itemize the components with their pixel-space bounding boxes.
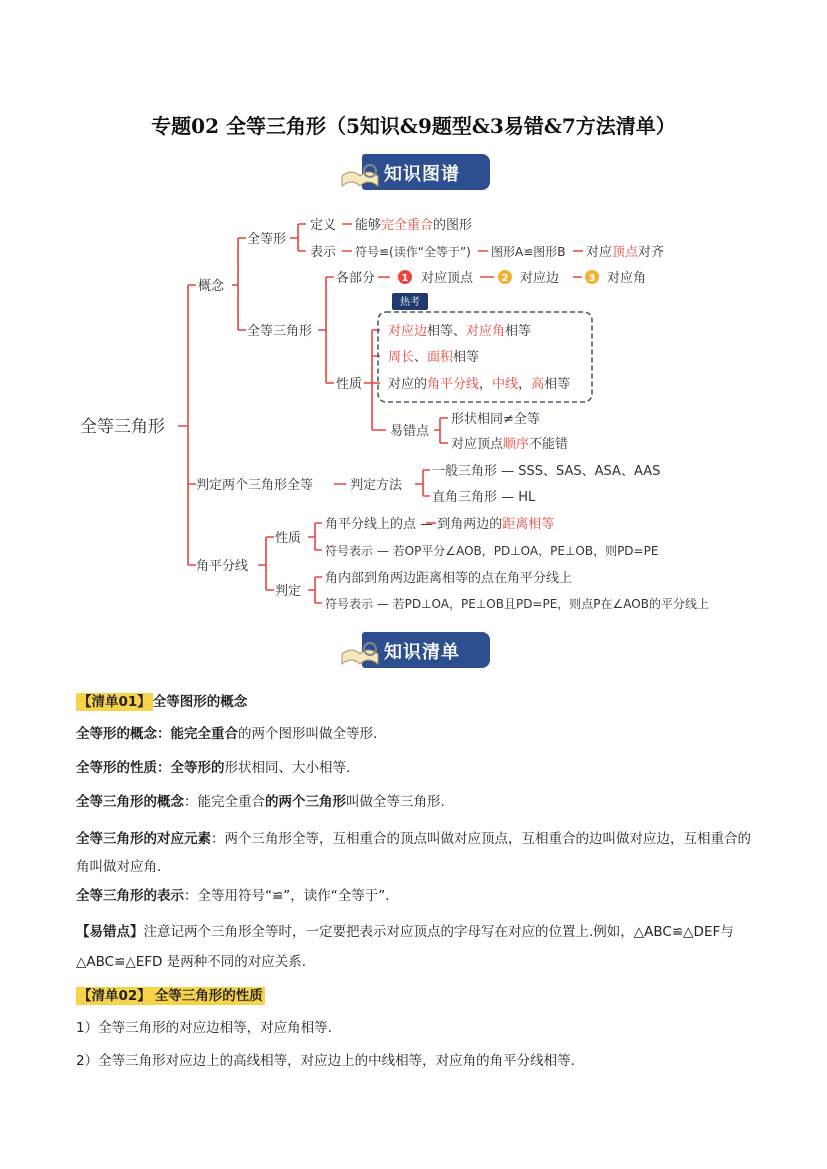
part-vertex: 对应顶点	[421, 271, 474, 286]
hot-badge: 热考	[400, 297, 420, 308]
list-title: 全等图形的概念	[152, 694, 248, 710]
prop-3: 对应的角平分线，中线，高相等	[388, 377, 571, 392]
page-title: 专题02 全等三角形（5知识&9题型&3易错&7方法清单）	[151, 114, 676, 138]
list-01-line-6: 【易错点】注意记两个三角形全等时，一定要把表示对应顶点的字母写在对应的位置上.例如，△ABC≌△DEF与△ABC≌△EFD 是两种不同的对应关系.	[76, 924, 734, 970]
root-node: 全等三角形	[80, 417, 165, 437]
list-02-line-1: 1）全等三角形的对应边相等，对应角相等.	[76, 1020, 332, 1036]
bisector-judge-2: 符号表示 — 若PD⊥OA，PE⊥OB且PD=PE，则点P在∠AOB的平分线上	[325, 597, 709, 611]
bisector-prop-2: 符号表示 — 若OP平分∠AOB，PD⊥OA，PE⊥OB，则PD=PE	[325, 544, 659, 558]
node-congruent-triangle: 全等三角形	[247, 324, 313, 339]
list-01-line-5: 全等三角形的表示：全等用符号“≌”，读作“全等于”.	[76, 888, 390, 904]
node-bisector-property: 性质	[275, 531, 302, 546]
node-concept: 概念	[198, 279, 225, 294]
part-side: 对应边	[520, 271, 560, 286]
judge-right: 直角三角形 — HL	[432, 490, 536, 505]
judge-general: 一般三角形 — SSS、SAS、ASA、AAS	[432, 464, 661, 479]
node-definition: 定义	[310, 218, 337, 233]
node-bisector-judge: 判定	[275, 584, 302, 599]
node-congruent-shape: 全等形	[247, 232, 287, 247]
rep-align: 对应顶点对齐	[586, 245, 665, 260]
rep-symbol: 符号≌(读作“全等于”)	[355, 245, 471, 259]
book-icon	[340, 640, 380, 666]
node-representation: 表示	[310, 245, 337, 260]
list-01-line-2: 全等形的性质：全等形的形状相同、大小相等.	[76, 760, 351, 776]
prop-1: 对应边相等、对应角相等	[388, 324, 532, 339]
list-02-line-2: 2）全等三角形对应边上的高线相等，对应边上的中线相等，对应角的角平分线相等.	[76, 1053, 575, 1069]
list-01-heading	[76, 692, 756, 712]
part-angle: 对应角	[607, 271, 647, 286]
node-properties: 性质	[336, 377, 363, 392]
num-1: 1	[401, 273, 409, 284]
node-parts: 各部分	[336, 271, 376, 286]
rep-figure: 图形A≌图形B	[491, 245, 566, 259]
node-bisector: 角平分线	[196, 559, 249, 574]
list-02-heading	[76, 986, 756, 1006]
list-title: 全等三角形的性质	[154, 988, 263, 1004]
bisector-judge-1: 角内部到角两边距离相等的点在角平分线上	[325, 571, 573, 586]
definition-text: 能够完全重合的图形	[355, 218, 473, 233]
bisector-prop-1: 角平分线上的点 — 到角两边的距离相等	[325, 517, 555, 532]
list-tag: 【清单01】	[78, 694, 151, 710]
node-judge: 判定两个三角形全等	[196, 478, 314, 493]
node-error-points: 易错点	[390, 424, 430, 439]
knowledge-list-banner	[340, 632, 492, 668]
list-tag: 【清单02】	[78, 988, 151, 1004]
banner-title: 知识清单	[384, 642, 460, 663]
prop-2: 周长、面积相等	[388, 350, 480, 365]
error-2: 对应顶点顺序不能错	[451, 437, 569, 452]
list-01-line-1: 全等形的概念：能完全重合的两个图形叫做全等形.	[76, 726, 378, 742]
error-1: 形状相同≠全等	[451, 412, 540, 427]
list-01-line-4: 全等三角形的对应元素：两个三角形全等，互相重合的顶点叫做对应顶点，互相重合的边叫做对应边，互相重合的角叫做对应角.	[76, 831, 751, 875]
node-judge-method: 判定方法	[350, 478, 403, 493]
num-3: 3	[588, 273, 596, 284]
list-01-line-3: 全等三角形的概念：能完全重合的两个三角形叫做全等三角形.	[76, 794, 445, 810]
banner-title: 知识图谱	[384, 164, 460, 185]
num-2: 2	[501, 273, 509, 284]
